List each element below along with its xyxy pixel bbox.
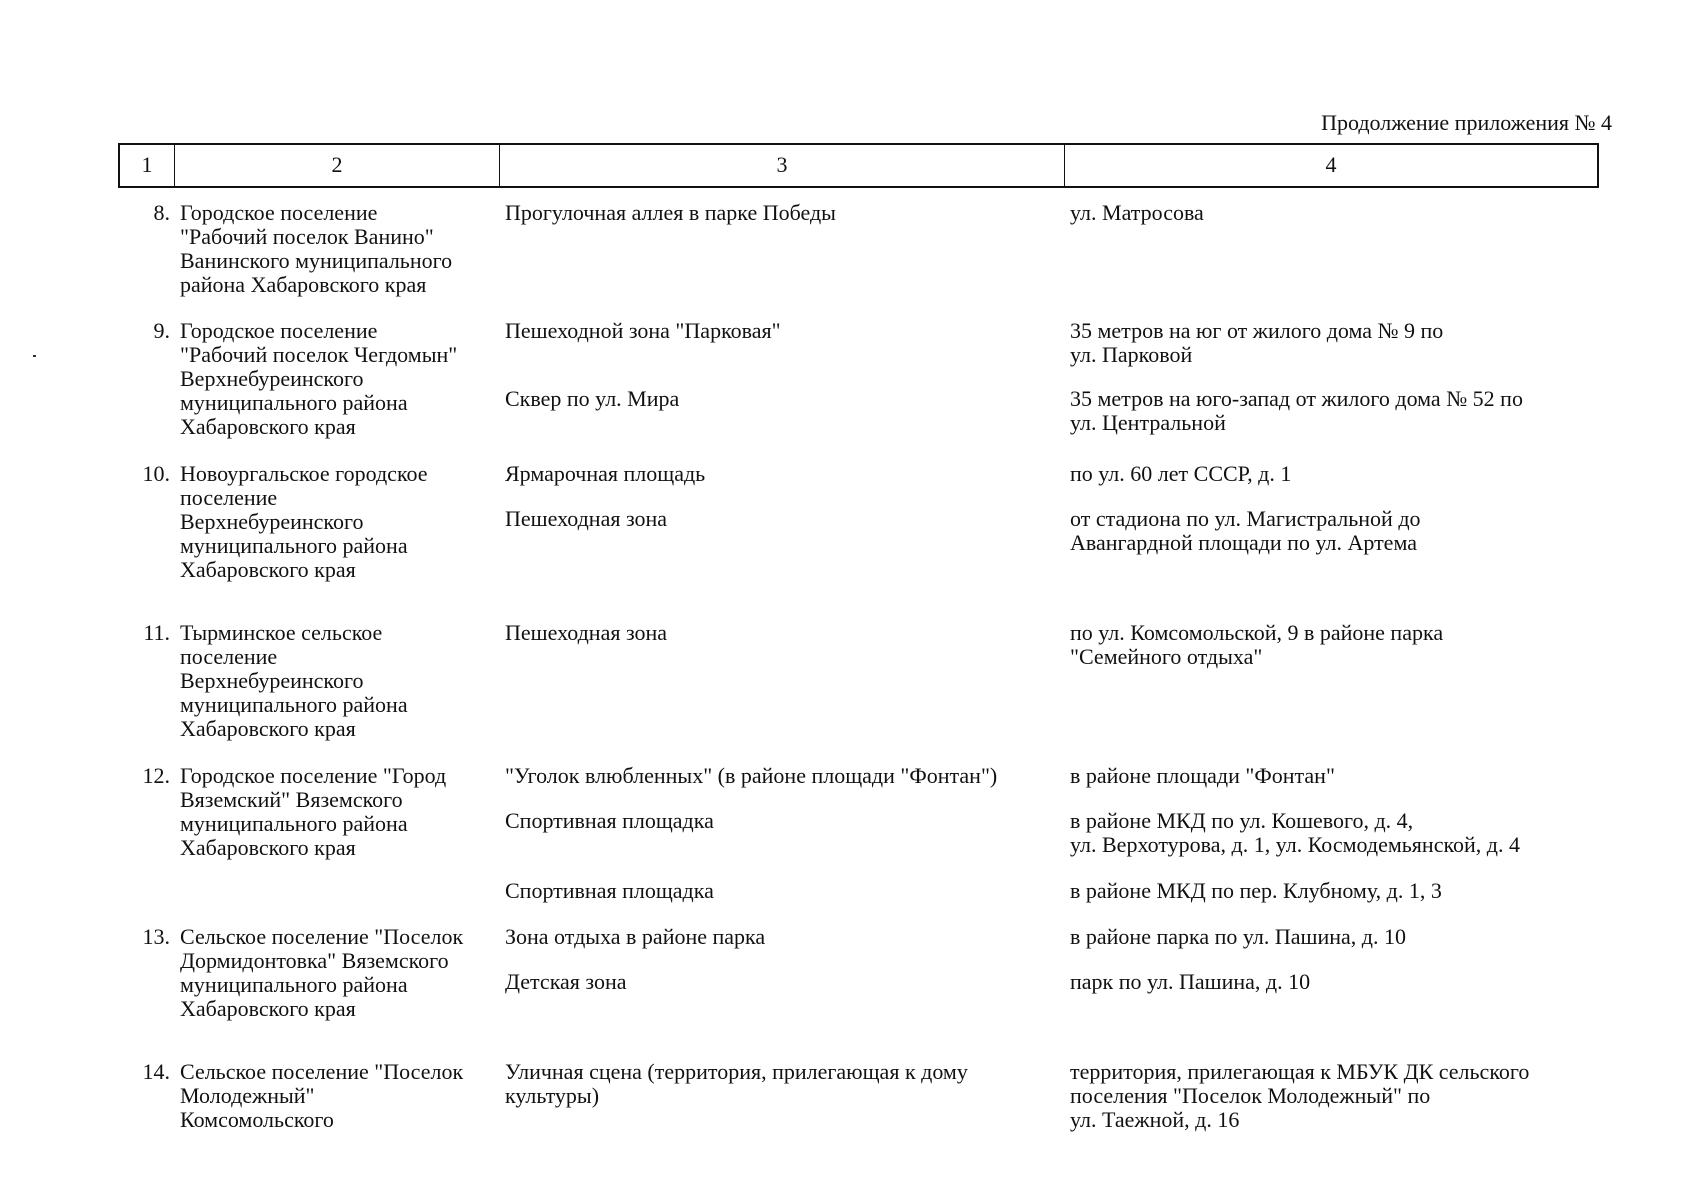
object-cell: Сквер по ул. Мира	[505, 386, 680, 411]
location-cell: ул. Матросова	[1070, 200, 1204, 225]
table-header	[118, 143, 1599, 188]
location-cell: в районе МКД по ул. Кошевого, д. 4, ул. Верхотурова, д. 1, ул. Космодемьянской, д. 4	[1070, 808, 1521, 857]
row-number: 8.	[153, 200, 170, 225]
location-cell: 35 метров на юго-запад от жилого дома № 52 по ул. Центральной	[1070, 386, 1523, 435]
municipality-cell: Городское поселение "Город Вяземский" Вяземского муниципального района Хабаровского края	[180, 763, 447, 860]
object-cell: Пешеходной зона "Парковая"	[505, 318, 781, 343]
row-number: 11.	[143, 620, 170, 645]
municipality-cell: Сельское поселение "Поселок Молодежный" Комсомольского	[180, 1059, 464, 1132]
location-cell: по ул. Комсомольской, 9 в районе парка "Семейного отдыха"	[1070, 620, 1444, 669]
location-cell: территория, прилегающая к МБУК ДК сельского поселения "Поселок Молодежный" по ул. Таежной, д. 16	[1070, 1059, 1530, 1132]
municipality-cell: Новоургальское городское поселение Верхнебуреинского муниципального района Хабаровского края	[180, 461, 428, 582]
location-cell: от стадиона по ул. Магистральной до Авангардной площади по ул. Артема	[1070, 506, 1421, 555]
object-cell: Ярмарочная площадь	[505, 461, 706, 486]
municipality-cell: Тырминское сельское поселение Верхнебуреинского муниципального района Хабаровского края	[180, 620, 408, 741]
header-col-4: 4	[1325, 152, 1337, 177]
object-cell: "Уголок влюбленных" (в районе площади "Фонтан")	[505, 763, 998, 788]
location-cell: 35 метров на юг от жилого дома № 9 по ул. Парковой	[1070, 318, 1444, 367]
header-col-1: 1	[120, 145, 175, 186]
object-cell: Зона отдыха в районе парка	[505, 924, 766, 949]
row-number: 9.	[153, 318, 170, 343]
location-cell: по ул. 60 лет СССР, д. 1	[1070, 461, 1292, 486]
object-cell: Детская зона	[505, 969, 627, 994]
page-note: Продолжение приложения № 4	[1321, 110, 1612, 135]
row-number: 14.	[142, 1059, 170, 1084]
object-cell: Спортивная площадка	[505, 808, 714, 833]
location-cell: в районе МКД по пер. Клубному, д. 1, 3	[1070, 878, 1442, 903]
header-col-3: 3	[500, 145, 1065, 186]
municipality-cell: Городское поселение "Рабочий поселок Ванино" Ванинского муниципального района Хабаровского края	[180, 200, 453, 297]
row-number: 13.	[142, 924, 170, 949]
object-cell: Уличная сцена (территория, прилегающая к дому культуры)	[505, 1059, 968, 1108]
object-cell: Пешеходная зона	[505, 620, 668, 645]
object-cell: Прогулочная аллея в парке Победы	[505, 200, 836, 225]
object-cell: Пешеходная зона	[505, 506, 668, 531]
municipality-cell: Сельское поселение "Поселок Дормидонтовка" Вяземского муниципального района Хабаровского края	[180, 924, 464, 1021]
municipality-cell: Городское поселение "Рабочий поселок Чегдомын" Верхнебуреинского муниципального района Хабаровского края	[180, 318, 458, 439]
location-cell: в районе парка по ул. Пашина, д. 10	[1070, 924, 1407, 949]
row-number: 10.	[142, 461, 170, 486]
row-number: 12.	[142, 763, 170, 788]
object-cell: Спортивная площадка	[505, 878, 714, 903]
location-cell: в районе площади "Фонтан"	[1070, 763, 1335, 788]
scan-speck	[33, 355, 36, 357]
location-cell: парк по ул. Пашина, д. 10	[1070, 969, 1311, 994]
header-col-2: 2	[175, 145, 500, 186]
